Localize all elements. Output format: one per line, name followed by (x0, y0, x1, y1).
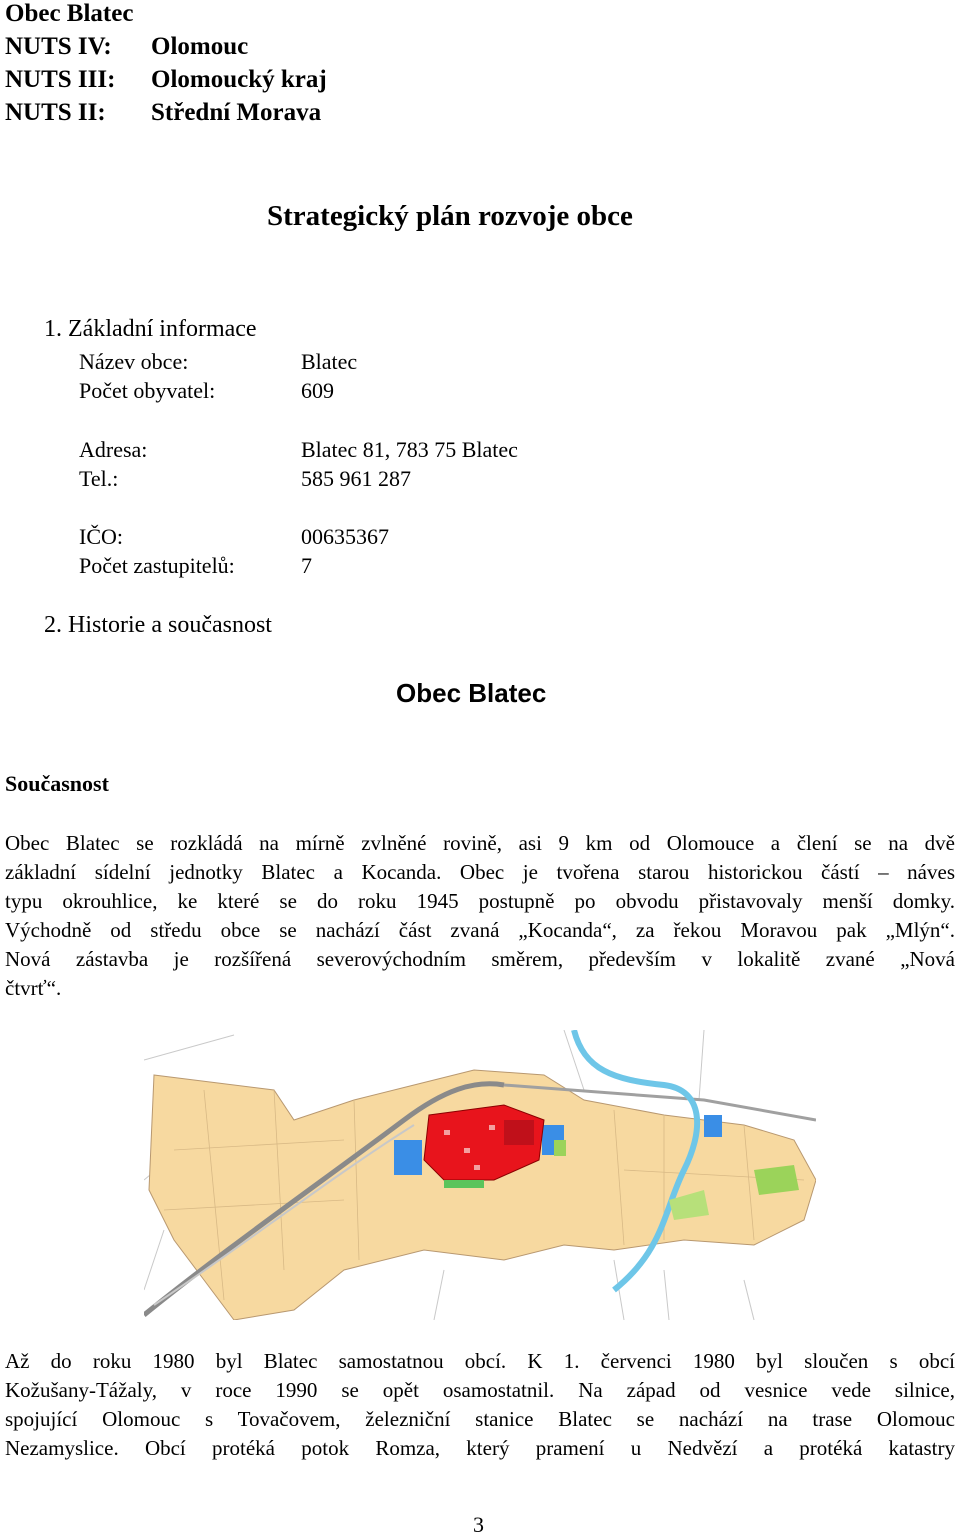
paragraph-line: základní sídelní jednotky Blatec a Kocanda. Obec je tvořena starou historickou částí – náves (5, 860, 955, 884)
nuts3-value: Olomoucký kraj (151, 66, 327, 93)
section2-subtitle: Obec Blatec (396, 678, 547, 708)
paragraph-line: spojující Olomouc s Tovačovem, železniční stanice Blatec se nachází na trase Olomouc (5, 1407, 955, 1431)
section2-heading: 2. Historie a současnost (44, 612, 272, 638)
nuts4-value: Olomouc (151, 33, 249, 60)
village-map-image (144, 1030, 816, 1320)
paragraph-line: Nová zástavba je rozšířená severovýchodním směrem, především v lokalitě zvané „Nová (5, 947, 955, 971)
document-title: Strategický plán rozvoje obce (267, 200, 633, 232)
paragraph-line: Až do roku 1980 byl Blatec samostatnou obcí. K 1. červenci 1980 byl sloučen s obcí (5, 1349, 955, 1373)
municipality-name: Obec Blatec (5, 0, 134, 27)
paragraph-line: čtvrť“. (5, 976, 62, 1000)
info-label-ico: IČO: (79, 524, 123, 549)
info-label-councillors: Počet zastupitelů: (79, 553, 235, 578)
info-value-phone: 585 961 287 (301, 466, 411, 491)
info-label-address: Adresa: (79, 437, 148, 462)
info-value-councillors: 7 (301, 553, 312, 578)
nuts2-value: Střední Morava (151, 99, 322, 126)
info-value-address: Blatec 81, 783 75 Blatec (301, 437, 518, 462)
paragraph-present (5, 829, 955, 1003)
info-label-name: Název obce: (79, 349, 189, 374)
info-value-population: 609 (301, 378, 334, 403)
subheading-present: Současnost (5, 771, 109, 796)
info-label-phone: Tel.: (79, 466, 119, 491)
section1-heading: 1. Základní informace (44, 316, 257, 342)
nuts2-label: NUTS II: (5, 99, 106, 126)
info-label-population: Počet obyvatel: (79, 378, 216, 403)
paragraph-line: Nezamyslice. Obcí protéká potok Romza, který pramení u Nedvězí a protéká katastry (5, 1436, 955, 1460)
paragraph-line: Východně od středu obce se nachází část zvaná „Kocanda“, za řekou Moravou pak „Mlýn“. (5, 918, 955, 942)
nuts4-label: NUTS IV: (5, 33, 112, 60)
paragraph-line: Obec Blatec se rozkládá na mírně zvlněné rovině, asi 9 km od Olomouce a člení se na dvě (5, 831, 955, 855)
paragraph-history (5, 1347, 955, 1463)
info-value-ico: 00635367 (301, 524, 389, 549)
paragraph-line: typu okrouhlice, ke které se do roku 1945 postupně po obvodu přistavovaly menší domky. (5, 889, 955, 913)
paragraph-line: Kožušany-Tážaly, v roce 1990 se opět osamostatnil. Na západ od vesnice vede silnice, (5, 1378, 955, 1402)
info-value-name: Blatec (301, 349, 358, 374)
nuts3-label: NUTS III: (5, 66, 116, 93)
page-number: 3 (473, 1512, 484, 1537)
